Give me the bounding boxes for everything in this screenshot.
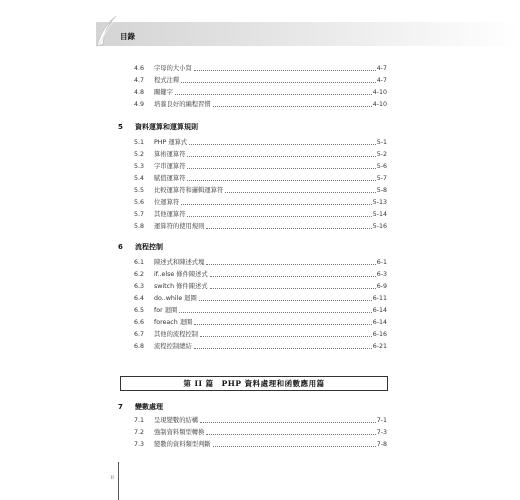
entry-number: 5.5	[134, 187, 145, 194]
entry-title: 陳述式和陳述式塊	[154, 259, 205, 266]
entry-page: 4-7	[376, 65, 387, 72]
entry-title: PHP 運算式	[154, 139, 188, 146]
entry-title: 字母的大小寫	[154, 65, 192, 72]
dot-leader	[206, 264, 375, 265]
chapter-number: 6	[118, 243, 123, 251]
toc-entry[interactable]	[134, 328, 387, 338]
toc-entry[interactable]	[134, 304, 387, 314]
entry-number: 4.8	[134, 89, 145, 96]
entry-title: 關鍵字	[154, 89, 173, 96]
entry-number: 6.1	[134, 259, 145, 266]
part-title: 第 II 篇 PHP 資料處理和函數應用篇	[183, 379, 325, 388]
entry-title: 變數的資料類型判斷	[154, 441, 211, 448]
entry-page: 6-1	[376, 259, 387, 266]
page-title: 目錄	[120, 32, 135, 41]
dot-leader	[175, 94, 372, 95]
toc-entry[interactable]	[134, 148, 387, 158]
entry-title: 比較運算符和邏輯運算符	[154, 187, 224, 194]
entry-title: 其他運算符	[154, 211, 186, 218]
page-number: ii	[111, 475, 114, 481]
entry-number: 7.1	[134, 417, 145, 424]
dot-leader	[194, 324, 371, 325]
entry-page: 6-3	[376, 271, 387, 278]
entry-number: 6.8	[134, 343, 145, 350]
entry-page: 5-7	[376, 175, 387, 182]
entry-title: if..else 條件陳述式	[154, 271, 208, 278]
entry-title: foreach 迴圈	[154, 319, 193, 326]
entry-page: 6-14	[372, 319, 387, 326]
entry-page: 7-1	[376, 417, 387, 424]
entry-number: 5.3	[134, 163, 145, 170]
toc-entry[interactable]	[134, 268, 387, 278]
toc-entry[interactable]	[134, 136, 387, 146]
footer-rule	[118, 462, 119, 500]
entry-page: 4-10	[372, 89, 387, 96]
entry-page: 7-8	[376, 441, 387, 448]
entry-page: 4-7	[376, 77, 387, 84]
toc-entry[interactable]	[134, 172, 387, 182]
dot-leader	[200, 336, 372, 337]
toc-entry[interactable]	[134, 160, 387, 170]
toc-entry[interactable]	[134, 256, 387, 266]
dot-leader	[194, 70, 376, 71]
toc-entry[interactable]	[134, 280, 387, 290]
entry-title: switch 條件陳述式	[154, 283, 208, 290]
dot-leader	[181, 204, 372, 205]
toc-entry[interactable]	[134, 316, 387, 326]
toc-entry[interactable]	[134, 208, 387, 218]
chapter-heading-7[interactable]	[118, 402, 163, 412]
entry-page: 5-16	[372, 223, 387, 230]
dot-leader	[213, 446, 376, 447]
chapter-title: 流程控制	[135, 243, 163, 251]
entry-number: 6.7	[134, 331, 145, 338]
entry-number: 5.4	[134, 175, 145, 182]
toc-entry[interactable]	[134, 340, 387, 350]
dot-leader	[210, 276, 376, 277]
toc-entry[interactable]	[134, 62, 387, 72]
entry-title: 強制資料類型轉換	[154, 429, 205, 436]
entry-page: 6-16	[372, 331, 387, 338]
entry-title: 運算符的使用規則	[154, 223, 205, 230]
toc-entry[interactable]	[134, 196, 387, 206]
entry-page: 5-13	[372, 199, 387, 206]
chapter-number: 7	[118, 403, 123, 411]
entry-number: 5.6	[134, 199, 145, 206]
toc-entry[interactable]	[134, 74, 387, 84]
dot-leader	[210, 288, 376, 289]
dot-leader	[199, 300, 372, 301]
entry-number: 5.1	[134, 139, 145, 146]
toc-entry[interactable]	[134, 438, 387, 448]
part-divider[interactable]	[120, 376, 388, 391]
toc-entry[interactable]	[134, 98, 387, 108]
entry-page: 6-14	[372, 307, 387, 314]
entry-number: 5.8	[134, 223, 145, 230]
dot-leader	[213, 106, 372, 107]
entry-page: 5-1	[376, 139, 387, 146]
entry-page: 4-10	[372, 101, 387, 108]
chapter-number: 5	[118, 123, 123, 131]
entry-number: 6.4	[134, 295, 145, 302]
dot-leader	[187, 216, 371, 217]
entry-page: 5-8	[376, 187, 387, 194]
entry-page: 6-9	[376, 283, 387, 290]
entry-number: 4.9	[134, 101, 145, 108]
chapter-title: 資料運算和運算規則	[135, 123, 198, 131]
entry-title: 程式注釋	[154, 77, 180, 84]
entry-number: 7.2	[134, 429, 145, 436]
entry-number: 5.7	[134, 211, 145, 218]
entry-number: 6.3	[134, 283, 145, 290]
entry-title: 培養良好的編程習慣	[154, 101, 211, 108]
entry-number: 4.6	[134, 65, 145, 72]
entry-page: 5-2	[376, 151, 387, 158]
entry-number: 7.3	[134, 441, 145, 448]
chapter-title: 變數處理	[135, 403, 163, 411]
dot-leader	[194, 348, 372, 349]
dot-leader	[189, 144, 375, 145]
toc-entry[interactable]	[134, 184, 387, 194]
entry-number: 4.7	[134, 77, 145, 84]
toc-entry[interactable]	[134, 292, 387, 302]
dot-leader	[225, 192, 375, 193]
entry-title: for 迴圈	[154, 307, 178, 314]
entry-title: 呈現變數的結構	[154, 417, 199, 424]
entry-title: 流程控制總結	[154, 343, 192, 350]
entry-page: 6-21	[372, 343, 387, 350]
dot-leader	[200, 422, 376, 423]
dot-leader	[179, 312, 371, 313]
dot-leader	[206, 434, 375, 435]
entry-number: 6.6	[134, 319, 145, 326]
entry-title: 字串運算符	[154, 163, 186, 170]
dot-leader	[181, 82, 376, 83]
entry-title: 位運算符	[154, 199, 180, 206]
chapter-heading-6[interactable]	[118, 242, 163, 252]
dot-leader	[187, 180, 375, 181]
entry-number: 6.5	[134, 307, 145, 314]
dot-leader	[206, 228, 371, 229]
entry-page: 5-6	[376, 163, 387, 170]
entry-number: 5.2	[134, 151, 145, 158]
entry-page: 5-14	[372, 211, 387, 218]
dot-leader	[187, 156, 375, 157]
toc-entry[interactable]	[134, 86, 387, 96]
entry-title: 算術運算符	[154, 151, 186, 158]
toc-entry[interactable]	[134, 220, 387, 230]
entry-title: 其他的流程控制	[154, 331, 199, 338]
dot-leader	[187, 168, 375, 169]
toc-entry[interactable]	[134, 414, 387, 424]
toc-entry[interactable]	[134, 426, 387, 436]
chapter-heading-5[interactable]	[118, 122, 198, 132]
entry-page: 6-11	[372, 295, 387, 302]
entry-title: 賦值運算符	[154, 175, 186, 182]
entry-title: do..while 迴圈	[154, 295, 197, 302]
entry-number: 6.2	[134, 271, 145, 278]
entry-page: 7-3	[376, 429, 387, 436]
